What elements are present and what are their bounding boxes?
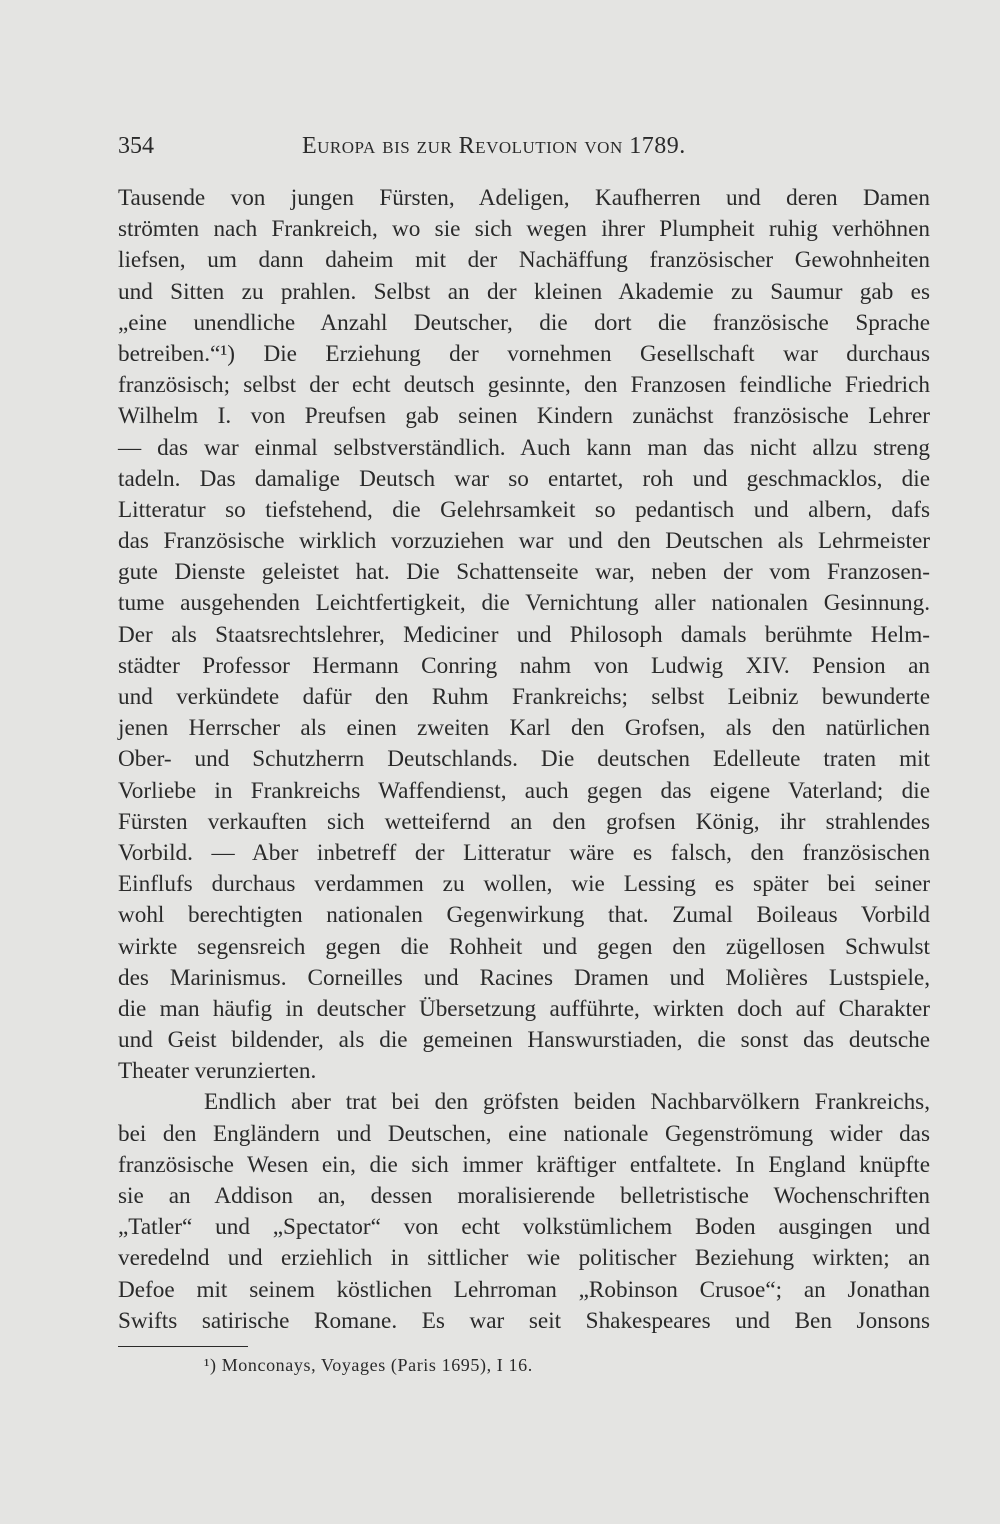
running-title: Europa bis zur Revolution von 1789. bbox=[302, 133, 686, 159]
text-line: Swifts satirische Romane. Es war seit Shakespeares und Ben Jonsons bbox=[118, 1307, 930, 1334]
text-line: sie an Addison an, dessen moralisierende belletristische Wochenschriften bbox=[118, 1183, 930, 1209]
text-line: Defoe mit seinem köstlichen Lehrroman „Robinson Crusoe“; an Jonathan bbox=[118, 1276, 930, 1303]
text-line: tume ausgehenden Leichtfertigkeit, die Vernichtung aller nationalen Gesinnung. bbox=[118, 590, 930, 617]
text-line: und Geist bildender, als die gemeinen Hanswurstiaden, die sonst das deutsche bbox=[118, 1027, 930, 1054]
footnote: ¹) Monconays, Voyages (Paris 1695), I 16. bbox=[204, 1355, 533, 1375]
text-line: Vorbild. — Aber inbetreff der Litteratur wäre es falsch, den französischen bbox=[118, 839, 930, 866]
text-line: Einflufs durchaus verdammen zu wollen, wie Lessing es später bei seiner bbox=[118, 871, 930, 898]
text-line: Vorliebe in Frankreichs Waffendienst, auch gegen das eigene Vaterland; die bbox=[118, 777, 930, 804]
text-line: veredelnd und erziehlich in sittlicher wie politischer Beziehung wirkten; an bbox=[118, 1245, 930, 1272]
text-line: Litteratur so tiefstehend, die Gelehrsamkeit so pedantisch und albern, dafs bbox=[118, 496, 930, 523]
text-line: Theater verunzierten. bbox=[118, 1058, 317, 1085]
page-number: 354 bbox=[118, 133, 154, 159]
text-line: Fürsten verkauften sich wetteifernd an den grofsen König, ihr strahlendes bbox=[118, 808, 930, 835]
text-line: die man häufig in deutscher Übersetzung aufführte, wirkten doch auf Charakter bbox=[118, 995, 930, 1022]
text-line: Tausende von jungen Fürsten, Adeligen, Kaufherren und deren Damen bbox=[118, 185, 930, 211]
page-header bbox=[118, 128, 930, 164]
text-line: Endlich aber trat bei den gröfsten beiden Nachbarvölkern Frankreichs, bbox=[204, 1089, 930, 1116]
text-line: liefsen, um dann daheim mit der Nachäffung französischer Gewohnheiten bbox=[118, 247, 930, 274]
text-line: tadeln. Das damalige Deutsch war so entartet, roh und geschmacklos, die bbox=[118, 465, 930, 492]
text-line: Ober- und Schutzherrn Deutschlands. Die deutschen Edelleute traten mit bbox=[118, 746, 930, 773]
text-line: jenen Herrscher als einen zweiten Karl den Grofsen, als den natürlichen bbox=[118, 715, 930, 742]
text-line: bei den Engländern und Deutschen, eine nationale Gegenströmung wider das bbox=[118, 1120, 930, 1147]
text-line: und verkündete dafür den Ruhm Frankreichs; selbst Leibniz bewunderte bbox=[118, 684, 930, 710]
text-line: französisch; selbst der echt deutsch gesinnte, den Franzosen feindliche Friedrich bbox=[118, 372, 930, 399]
text-line: das Französische wirklich vorzuziehen war und den Deutschen als Lehrmeister bbox=[118, 528, 930, 555]
text-line: des Marinismus. Corneilles und Racines Dramen und Molières Lustspiele, bbox=[118, 964, 930, 991]
text-line: „eine unendliche Anzahl Deutscher, die dort die französische Sprache bbox=[118, 309, 930, 336]
body-text bbox=[118, 183, 930, 1337]
text-line: betreiben.“¹) Die Erziehung der vornehmen Gesellschaft war durchaus bbox=[118, 340, 930, 367]
text-line: strömten nach Frankreich, wo sie sich wegen ihrer Plumpheit ruhig verhöhnen bbox=[118, 216, 930, 243]
text-line: wohl berechtigten nationalen Gegenwirkung that. Zumal Boileaus Vorbild bbox=[118, 902, 930, 929]
text-line: Wilhelm I. von Preufsen gab seinen Kindern zunächst französische Lehrer bbox=[118, 403, 930, 430]
text-line: „Tatler“ und „Spectator“ von echt volkstümlichem Boden ausgingen und bbox=[118, 1214, 930, 1241]
text-line: städter Professor Hermann Conring nahm von Ludwig XIV. Pension an bbox=[118, 652, 930, 679]
text-line: französische Wesen ein, die sich immer kräftiger entfaltete. In England knüpfte bbox=[118, 1151, 930, 1178]
text-line: — das war einmal selbstverständlich. Auch kann man das nicht allzu streng bbox=[118, 434, 930, 461]
text-line: Der als Staatsrechtslehrer, Mediciner und Philosoph damals berühmte Helm- bbox=[118, 621, 930, 648]
text-line: wirkte segensreich gegen die Rohheit und gegen den zügellosen Schwulst bbox=[118, 933, 930, 960]
footnote-divider bbox=[118, 1346, 248, 1347]
text-line: und Sitten zu prahlen. Selbst an der kleinen Akademie zu Saumur gab es bbox=[118, 278, 930, 305]
text-line: gute Dienste geleistet hat. Die Schattenseite war, neben der vom Franzosen- bbox=[118, 559, 930, 586]
